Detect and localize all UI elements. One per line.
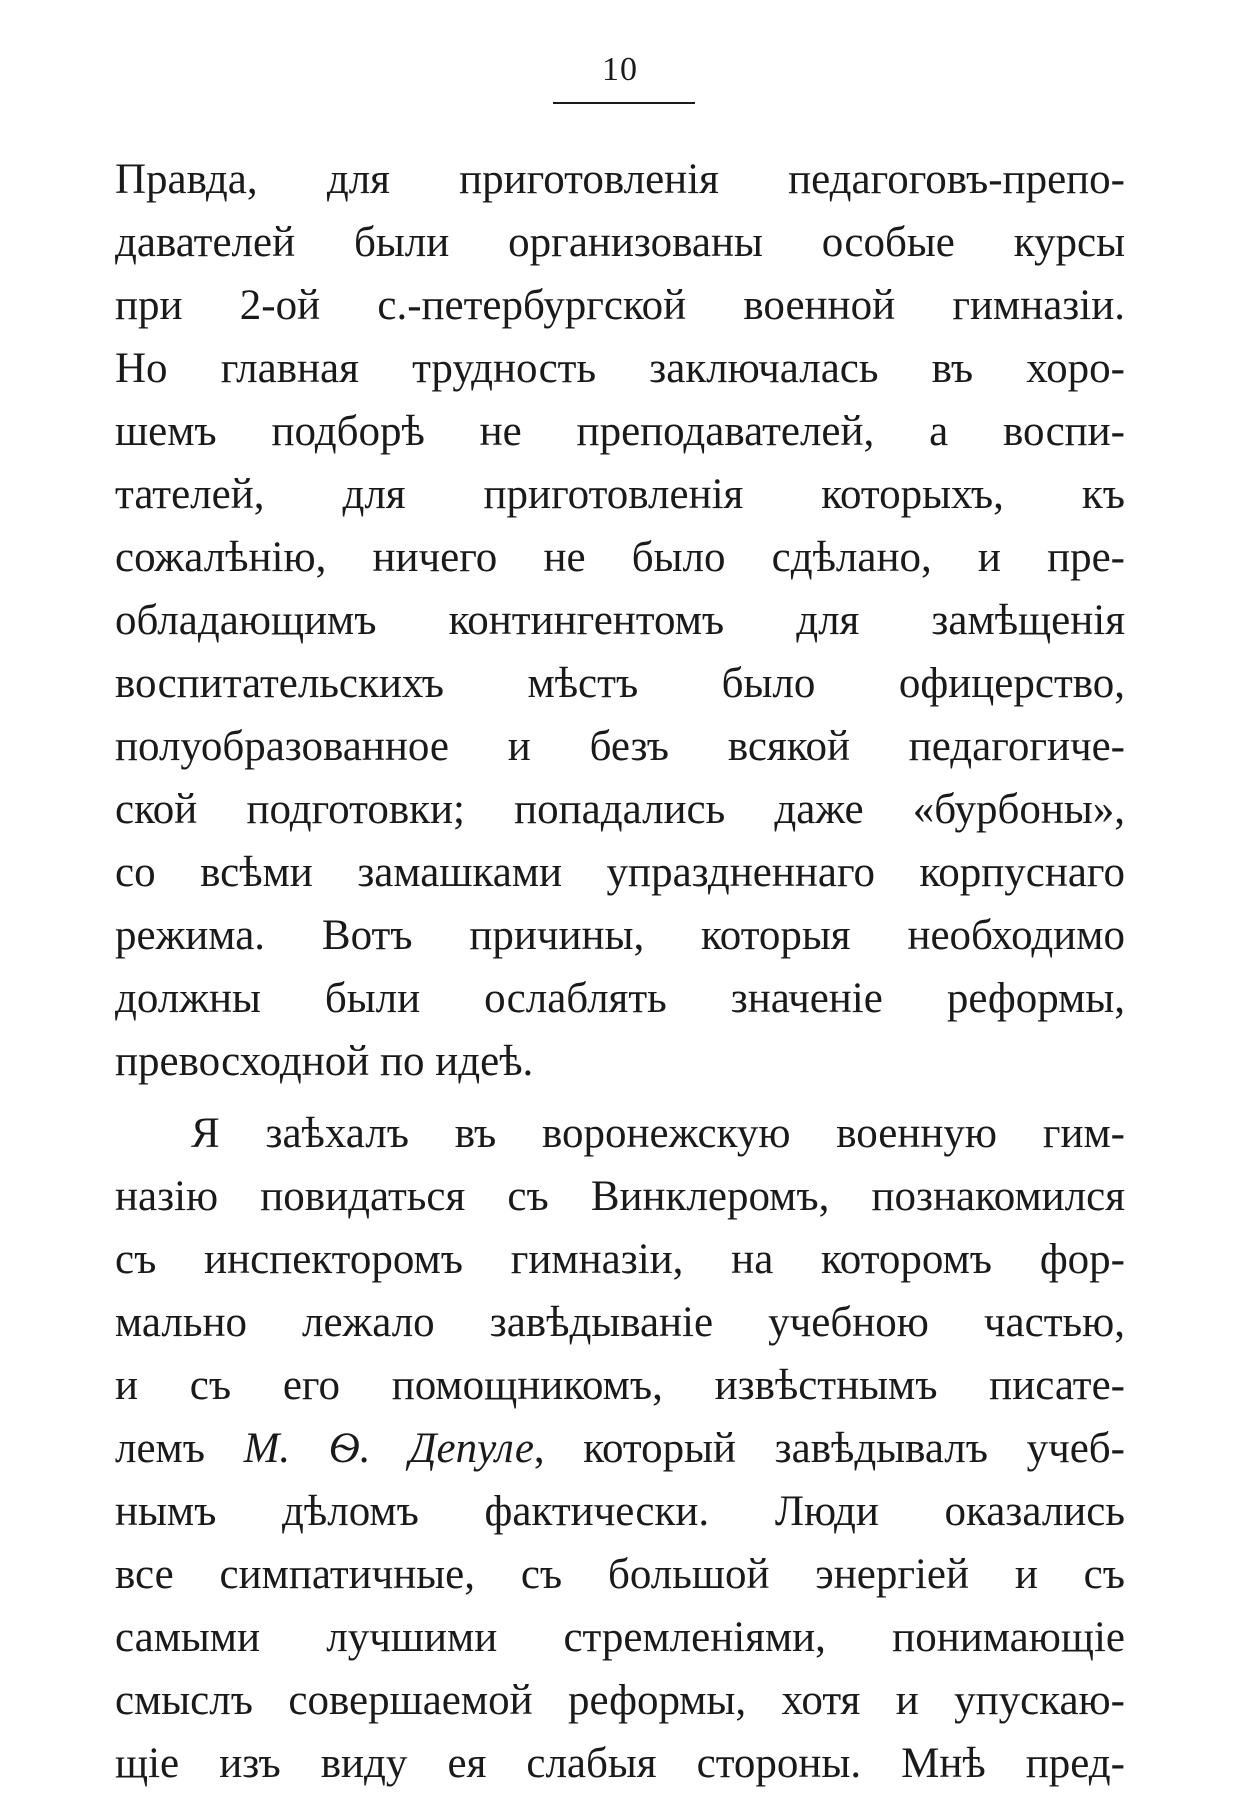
text-line: все симпатичные, съ большой энергіей и съ: [115, 1551, 1125, 1598]
text-line-with-name: [115, 1417, 1125, 1480]
text-line: тателей, для приготовленія которыхъ, къ: [115, 471, 1125, 518]
text-line: при 2-ой с.-петербургской военной гимназіи.: [115, 282, 1125, 329]
body-text: [115, 148, 1125, 1795]
text-line: Но главная трудность заключалась въ хоро-: [115, 345, 1125, 392]
page-number: 10: [602, 51, 638, 88]
text-line: нымъ дѣломъ фактически. Люди оказались: [115, 1488, 1125, 1535]
page-number-rule: [553, 102, 695, 104]
text-line: ской подготовки; попадались даже «бурбоны»,: [115, 786, 1125, 833]
text-line: щіе изъ виду ея слабыя стороны. Мнѣ пред-: [115, 1740, 1125, 1787]
text-line: режима. Вотъ причины, которыя необходимо: [115, 912, 1125, 959]
text-line: шемъ подборѣ не преподавателей, а воспи-: [115, 408, 1125, 455]
paragraph-2: [115, 1102, 1125, 1795]
author-name-italic: М. Ѳ. Депуле: [243, 1425, 534, 1472]
text-line: давателей были организованы особые курсы: [115, 219, 1125, 266]
text-fragment: , который завѣдывалъ учеб-: [533, 1425, 1125, 1472]
text-line: должны были ослаблять значеніе реформы,: [115, 975, 1125, 1022]
text-line: превосходной по идеѣ.: [115, 1038, 534, 1085]
text-line: обладающимъ контингентомъ для замѣщенія: [115, 597, 1125, 644]
text-line: со всѣми замашками упраздненнаго корпуснаго: [115, 849, 1125, 896]
text-line: съ инспекторомъ гимназіи, на которомъ фор-: [115, 1236, 1125, 1283]
text-line: мально лежало завѣдываніе учебною частью,: [115, 1299, 1125, 1346]
text-line: Правда, для приготовленія педагоговъ-препо-: [115, 156, 1125, 203]
text-line: самыми лучшими стремленіями, понимающіе: [115, 1614, 1125, 1661]
text-line: назію повидаться съ Винклеромъ, познакомился: [115, 1173, 1125, 1220]
text-line: сожалѣнію, ничего не было сдѣлано, и пре-: [115, 534, 1125, 581]
text-line: полуобразованное и безъ всякой педагогиче-: [115, 723, 1125, 770]
paragraph-1: [115, 148, 1125, 1093]
text-line: воспитательскихъ мѣстъ было офицерство,: [115, 660, 1125, 707]
text-line: смыслъ совершаемой реформы, хотя и упускаю-: [115, 1677, 1125, 1724]
text-line: и съ его помощникомъ, извѣстнымъ писате-: [115, 1362, 1125, 1409]
paragraph-gap: [115, 1093, 1125, 1102]
text-line: Я заѣхалъ въ воронежскую военную гим-: [191, 1110, 1125, 1157]
text-fragment: лемъ: [115, 1425, 244, 1472]
